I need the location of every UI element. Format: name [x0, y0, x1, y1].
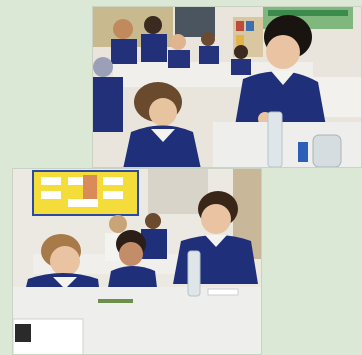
classroom-scene-bottom	[13, 169, 262, 355]
classroom-scene-top	[93, 7, 362, 168]
classroom-photo-top	[92, 6, 362, 168]
classroom-photo-bottom	[12, 168, 262, 355]
